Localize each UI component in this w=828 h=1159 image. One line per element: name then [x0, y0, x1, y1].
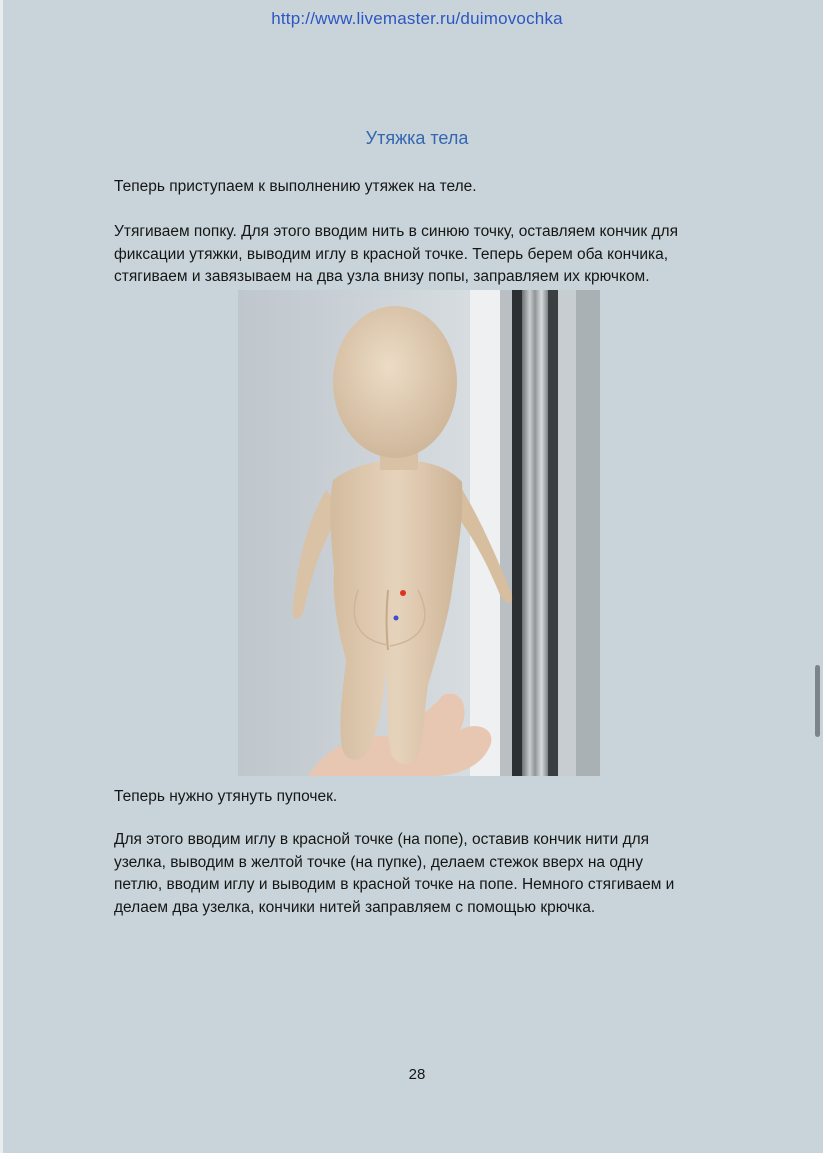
header-url-link[interactable]: http://www.livemaster.ru/duimovochka [271, 9, 563, 28]
vertical-scrollbar[interactable] [815, 665, 820, 737]
paragraph-navel-intro: Теперь нужно утянуть пупочек. [114, 788, 338, 805]
knitted-doll-back-photo [238, 290, 600, 776]
paragraph-butt-tightening: Утягиваем попку. Для этого вводим нить в синюю точку, оставляем кончик для фиксации утяжки, выводим иглу в красной точке. Теперь берем оба кончика, стягиваем и завязываем на два узла внизу попы, заправляем их крючком. [114, 223, 678, 285]
paragraph-navel-instructions: Для этого вводим иглу в красной точке (на попе), оставив кончик нити для узелка, выводим в желтой точке (на пупке), делаем стежок вверх на одну петлю, вводим иглу и выводим в красной точке на попе. Немного стягиваем и делаем два узелка, кончики нитей заправляем с помощью крючка. [114, 831, 675, 916]
section-title: Утяжка тела [365, 128, 469, 148]
paragraph-intro: Теперь приступаем к выполнению утяжек на теле. [114, 178, 477, 195]
page-number: 28 [408, 1066, 426, 1083]
